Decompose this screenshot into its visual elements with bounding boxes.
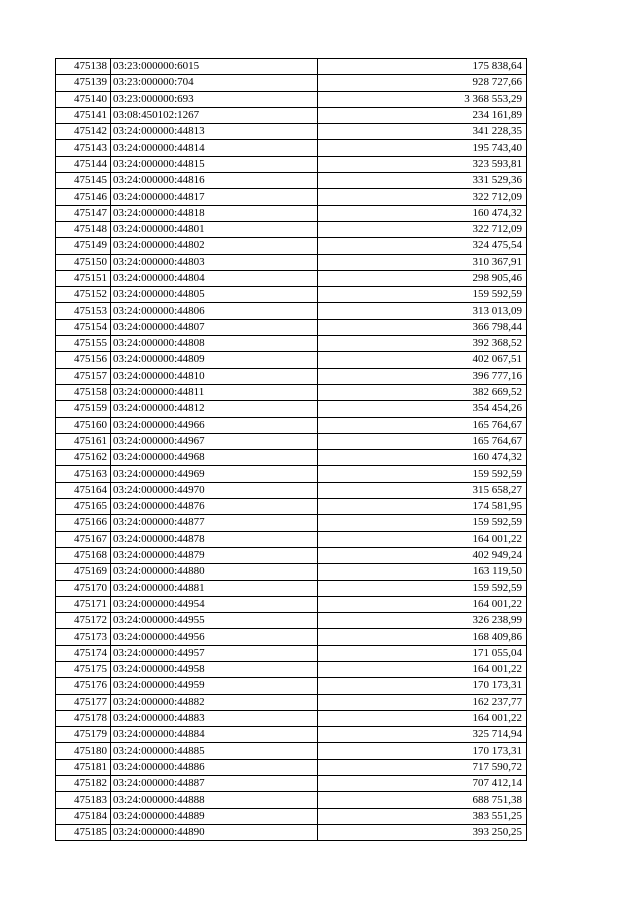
cadastral-value-cell: 160 474,32 xyxy=(318,450,527,466)
cadastral-value-cell: 159 592,59 xyxy=(318,515,527,531)
cadastral-value-cell: 164 001,22 xyxy=(318,596,527,612)
row-number-cell: 475184 xyxy=(56,808,111,824)
cadastral-value-cell: 174 581,95 xyxy=(318,499,527,515)
table-row xyxy=(56,727,527,743)
table-row xyxy=(56,189,527,205)
row-number-cell: 475146 xyxy=(56,189,111,205)
row-number-cell: 475168 xyxy=(56,547,111,563)
row-number-cell: 475183 xyxy=(56,792,111,808)
row-number-cell: 475171 xyxy=(56,596,111,612)
table-row xyxy=(56,710,527,726)
cadastral-number-cell: 03:24:000000:44814 xyxy=(111,140,318,156)
cadastral-value-cell: 168 409,86 xyxy=(318,629,527,645)
row-number-cell: 475162 xyxy=(56,450,111,466)
cadastral-value-cell: 159 592,59 xyxy=(318,466,527,482)
table-row xyxy=(56,59,527,75)
cadastral-number-cell: 03:24:000000:44803 xyxy=(111,254,318,270)
table-row xyxy=(56,466,527,482)
table-row xyxy=(56,824,527,840)
cadastral-value-table xyxy=(55,58,527,841)
row-number-cell: 475141 xyxy=(56,107,111,123)
row-number-cell: 475151 xyxy=(56,270,111,286)
row-number-cell: 475178 xyxy=(56,710,111,726)
table-row xyxy=(56,270,527,286)
cadastral-value-cell: 160 474,32 xyxy=(318,205,527,221)
cadastral-value-cell: 322 712,09 xyxy=(318,221,527,237)
cadastral-value-cell: 159 592,59 xyxy=(318,580,527,596)
row-number-cell: 475155 xyxy=(56,336,111,352)
row-number-cell: 475159 xyxy=(56,401,111,417)
row-number-cell: 475154 xyxy=(56,319,111,335)
table-row xyxy=(56,417,527,433)
table-row xyxy=(56,450,527,466)
cadastral-value-cell: 165 764,67 xyxy=(318,433,527,449)
table-row xyxy=(56,336,527,352)
cadastral-number-cell: 03:24:000000:44808 xyxy=(111,336,318,352)
cadastral-value-cell: 707 412,14 xyxy=(318,776,527,792)
cadastral-value-cell: 402 949,24 xyxy=(318,547,527,563)
table-row xyxy=(56,156,527,172)
row-number-cell: 475156 xyxy=(56,352,111,368)
cadastral-number-cell: 03:24:000000:44812 xyxy=(111,401,318,417)
table-row xyxy=(56,499,527,515)
cadastral-value-cell: 341 228,35 xyxy=(318,124,527,140)
table-row xyxy=(56,75,527,91)
cadastral-value-cell: 402 067,51 xyxy=(318,352,527,368)
cadastral-number-cell: 03:24:000000:44815 xyxy=(111,156,318,172)
row-number-cell: 475147 xyxy=(56,205,111,221)
cadastral-value-cell: 164 001,22 xyxy=(318,661,527,677)
table-row xyxy=(56,433,527,449)
cadastral-number-cell: 03:24:000000:44801 xyxy=(111,221,318,237)
cadastral-value-cell: 382 669,52 xyxy=(318,384,527,400)
table-row xyxy=(56,140,527,156)
row-number-cell: 475164 xyxy=(56,482,111,498)
cadastral-number-cell: 03:24:000000:44970 xyxy=(111,482,318,498)
cadastral-number-cell: 03:24:000000:44883 xyxy=(111,710,318,726)
cadastral-number-cell: 03:24:000000:44817 xyxy=(111,189,318,205)
row-number-cell: 475158 xyxy=(56,384,111,400)
row-number-cell: 475185 xyxy=(56,824,111,840)
table-row xyxy=(56,678,527,694)
cadastral-value-cell: 392 368,52 xyxy=(318,336,527,352)
table-row xyxy=(56,303,527,319)
row-number-cell: 475152 xyxy=(56,287,111,303)
table-row xyxy=(56,776,527,792)
cadastral-value-cell: 354 454,26 xyxy=(318,401,527,417)
row-number-cell: 475169 xyxy=(56,564,111,580)
cadastral-value-cell: 170 173,31 xyxy=(318,678,527,694)
cadastral-number-cell: 03:24:000000:44885 xyxy=(111,743,318,759)
table-row xyxy=(56,629,527,645)
cadastral-number-cell: 03:24:000000:44956 xyxy=(111,629,318,645)
row-number-cell: 475148 xyxy=(56,221,111,237)
cadastral-value-cell: 170 173,31 xyxy=(318,743,527,759)
row-number-cell: 475142 xyxy=(56,124,111,140)
row-number-cell: 475143 xyxy=(56,140,111,156)
cadastral-number-cell: 03:24:000000:44813 xyxy=(111,124,318,140)
table-row xyxy=(56,368,527,384)
cadastral-value-cell: 163 119,50 xyxy=(318,564,527,580)
cadastral-value-cell: 313 013,09 xyxy=(318,303,527,319)
row-number-cell: 475177 xyxy=(56,694,111,710)
cadastral-value-cell: 171 055,04 xyxy=(318,645,527,661)
cadastral-value-cell: 315 658,27 xyxy=(318,482,527,498)
cadastral-number-cell: 03:24:000000:44816 xyxy=(111,173,318,189)
table-row xyxy=(56,205,527,221)
table-body xyxy=(56,59,527,841)
table-row xyxy=(56,287,527,303)
row-number-cell: 475153 xyxy=(56,303,111,319)
row-number-cell: 475182 xyxy=(56,776,111,792)
row-number-cell: 475150 xyxy=(56,254,111,270)
row-number-cell: 475181 xyxy=(56,759,111,775)
cadastral-number-cell: 03:24:000000:44888 xyxy=(111,792,318,808)
cadastral-value-cell: 331 529,36 xyxy=(318,173,527,189)
cadastral-value-cell: 323 593,81 xyxy=(318,156,527,172)
cadastral-number-cell: 03:24:000000:44802 xyxy=(111,238,318,254)
cadastral-value-cell: 3 368 553,29 xyxy=(318,91,527,107)
row-number-cell: 475166 xyxy=(56,515,111,531)
cadastral-number-cell: 03:24:000000:44957 xyxy=(111,645,318,661)
cadastral-number-cell: 03:24:000000:44886 xyxy=(111,759,318,775)
cadastral-value-cell: 234 161,89 xyxy=(318,107,527,123)
cadastral-value-cell: 164 001,22 xyxy=(318,531,527,547)
cadastral-number-cell: 03:24:000000:44804 xyxy=(111,270,318,286)
cadastral-number-cell: 03:08:450102:1267 xyxy=(111,107,318,123)
row-number-cell: 475170 xyxy=(56,580,111,596)
cadastral-number-cell: 03:24:000000:44954 xyxy=(111,596,318,612)
row-number-cell: 475144 xyxy=(56,156,111,172)
table-row xyxy=(56,91,527,107)
cadastral-value-cell: 383 551,25 xyxy=(318,808,527,824)
cadastral-value-cell: 195 743,40 xyxy=(318,140,527,156)
cadastral-number-cell: 03:24:000000:44879 xyxy=(111,547,318,563)
table-row xyxy=(56,694,527,710)
cadastral-number-cell: 03:24:000000:44807 xyxy=(111,319,318,335)
cadastral-value-cell: 298 905,46 xyxy=(318,270,527,286)
cadastral-number-cell: 03:24:000000:44877 xyxy=(111,515,318,531)
cadastral-number-cell: 03:24:000000:44818 xyxy=(111,205,318,221)
row-number-cell: 475167 xyxy=(56,531,111,547)
cadastral-value-cell: 366 798,44 xyxy=(318,319,527,335)
cadastral-value-cell: 164 001,22 xyxy=(318,710,527,726)
cadastral-number-cell: 03:24:000000:44876 xyxy=(111,499,318,515)
cadastral-value-cell: 175 838,64 xyxy=(318,59,527,75)
row-number-cell: 475174 xyxy=(56,645,111,661)
cadastral-number-cell: 03:24:000000:44882 xyxy=(111,694,318,710)
table-row xyxy=(56,173,527,189)
cadastral-number-cell: 03:24:000000:44887 xyxy=(111,776,318,792)
table-row xyxy=(56,221,527,237)
cadastral-number-cell: 03:23:000000:704 xyxy=(111,75,318,91)
cadastral-number-cell: 03:24:000000:44959 xyxy=(111,678,318,694)
cadastral-number-cell: 03:24:000000:44810 xyxy=(111,368,318,384)
cadastral-value-cell: 393 250,25 xyxy=(318,824,527,840)
table-row xyxy=(56,661,527,677)
cadastral-value-cell: 322 712,09 xyxy=(318,189,527,205)
table-row xyxy=(56,531,527,547)
row-number-cell: 475161 xyxy=(56,433,111,449)
cadastral-number-cell: 03:24:000000:44968 xyxy=(111,450,318,466)
row-number-cell: 475139 xyxy=(56,75,111,91)
cadastral-number-cell: 03:23:000000:6015 xyxy=(111,59,318,75)
cadastral-number-cell: 03:24:000000:44806 xyxy=(111,303,318,319)
table-row xyxy=(56,613,527,629)
table-row xyxy=(56,124,527,140)
cadastral-value-cell: 159 592,59 xyxy=(318,287,527,303)
row-number-cell: 475180 xyxy=(56,743,111,759)
cadastral-number-cell: 03:24:000000:44955 xyxy=(111,613,318,629)
cadastral-value-cell: 324 475,54 xyxy=(318,238,527,254)
cadastral-number-cell: 03:24:000000:44890 xyxy=(111,824,318,840)
cadastral-number-cell: 03:24:000000:44889 xyxy=(111,808,318,824)
cadastral-number-cell: 03:24:000000:44884 xyxy=(111,727,318,743)
cadastral-number-cell: 03:24:000000:44878 xyxy=(111,531,318,547)
row-number-cell: 475157 xyxy=(56,368,111,384)
cadastral-value-cell: 688 751,38 xyxy=(318,792,527,808)
cadastral-number-cell: 03:24:000000:44967 xyxy=(111,433,318,449)
table-row xyxy=(56,482,527,498)
cadastral-value-cell: 928 727,66 xyxy=(318,75,527,91)
cadastral-number-cell: 03:24:000000:44811 xyxy=(111,384,318,400)
row-number-cell: 475172 xyxy=(56,613,111,629)
table-row xyxy=(56,254,527,270)
table-row xyxy=(56,401,527,417)
table-row xyxy=(56,564,527,580)
row-number-cell: 475176 xyxy=(56,678,111,694)
cadastral-value-cell: 326 238,99 xyxy=(318,613,527,629)
row-number-cell: 475179 xyxy=(56,727,111,743)
table-row xyxy=(56,645,527,661)
cadastral-number-cell: 03:24:000000:44809 xyxy=(111,352,318,368)
cadastral-value-cell: 717 590,72 xyxy=(318,759,527,775)
row-number-cell: 475145 xyxy=(56,173,111,189)
row-number-cell: 475165 xyxy=(56,499,111,515)
table-row xyxy=(56,107,527,123)
table-row xyxy=(56,759,527,775)
table-row xyxy=(56,352,527,368)
table-row xyxy=(56,319,527,335)
table-row xyxy=(56,547,527,563)
table-row xyxy=(56,515,527,531)
cadastral-number-cell: 03:24:000000:44969 xyxy=(111,466,318,482)
cadastral-number-cell: 03:24:000000:44966 xyxy=(111,417,318,433)
row-number-cell: 475163 xyxy=(56,466,111,482)
table-row xyxy=(56,596,527,612)
cadastral-value-cell: 165 764,67 xyxy=(318,417,527,433)
cadastral-value-cell: 310 367,91 xyxy=(318,254,527,270)
cadastral-number-cell: 03:24:000000:44958 xyxy=(111,661,318,677)
table-row xyxy=(56,743,527,759)
cadastral-number-cell: 03:24:000000:44880 xyxy=(111,564,318,580)
cadastral-value-cell: 325 714,94 xyxy=(318,727,527,743)
row-number-cell: 475173 xyxy=(56,629,111,645)
row-number-cell: 475160 xyxy=(56,417,111,433)
cadastral-value-cell: 162 237,77 xyxy=(318,694,527,710)
table-row xyxy=(56,792,527,808)
cadastral-value-cell: 396 777,16 xyxy=(318,368,527,384)
cadastral-number-cell: 03:24:000000:44805 xyxy=(111,287,318,303)
table-row xyxy=(56,580,527,596)
table-row xyxy=(56,238,527,254)
row-number-cell: 475138 xyxy=(56,59,111,75)
table-row xyxy=(56,808,527,824)
row-number-cell: 475140 xyxy=(56,91,111,107)
table-row xyxy=(56,384,527,400)
cadastral-number-cell: 03:23:000000:693 xyxy=(111,91,318,107)
row-number-cell: 475175 xyxy=(56,661,111,677)
cadastral-number-cell: 03:24:000000:44881 xyxy=(111,580,318,596)
row-number-cell: 475149 xyxy=(56,238,111,254)
